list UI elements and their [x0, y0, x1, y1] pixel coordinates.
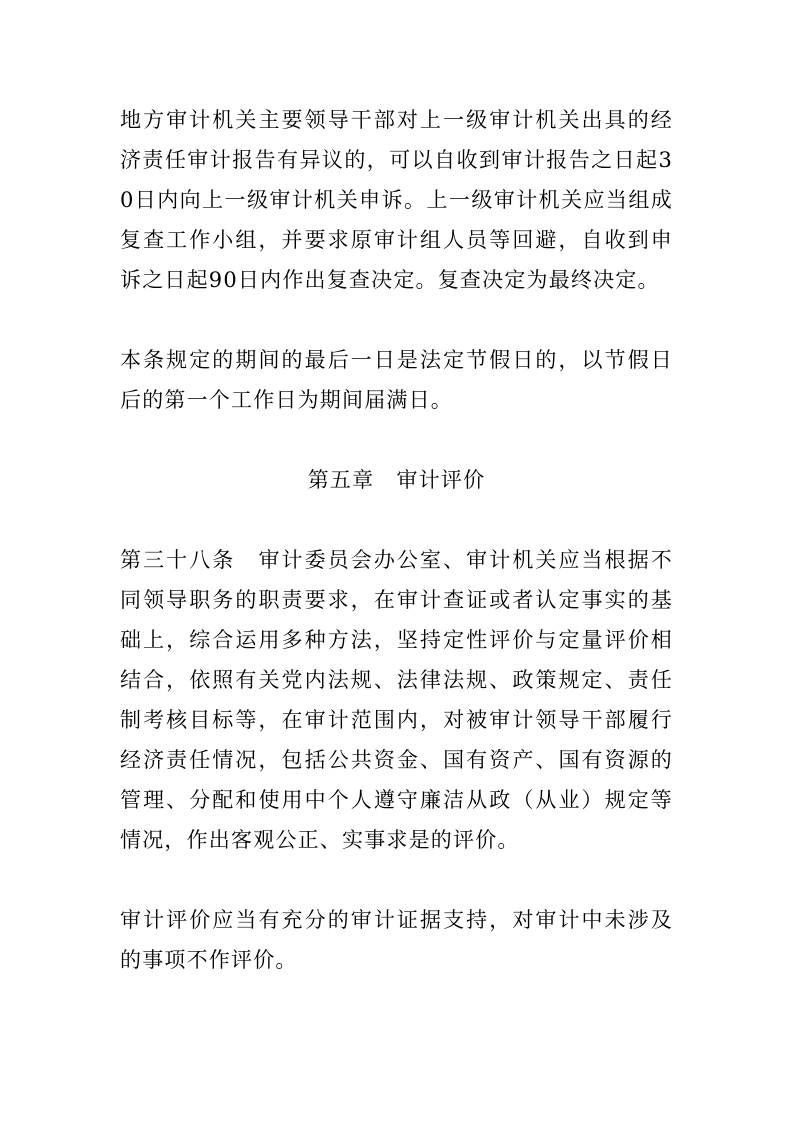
paragraph-holiday-rule: 本条规定的期间的最后一日是法定节假日的，以节假日后的第一个工作日为期间届满日。: [120, 348, 673, 412]
article-number: 第三十八条: [120, 548, 259, 572]
paragraph-spacer: [120, 500, 673, 540]
paragraph-spacer: [120, 420, 673, 460]
paragraph-evidence: 审计评价应当有充分的审计证据支持，对审计中未涉及的事项不作评价。: [120, 908, 673, 972]
paragraph-spacer: [120, 860, 673, 900]
chapter-heading: 第五章 审计评价: [307, 468, 486, 492]
article-text: 审计委员会办公室、审计机关应当根据不同领导职务的职责要求，在审计查证或者认定事实的基础上，综合运用多种方法，坚持定性评价与定量评价相结合，依照有关党内法规、法律法规、政策规定、责任制考核目标等，在审计范围内，对被审计领导干部履行经济责任情况，包括公共资金、国有资产、国有资源的管理、分配和使用中个人遵守廉洁从政（从业）规定等情况，作出客观公正、实事求是的评价。: [120, 548, 673, 852]
paragraph-spacer: [120, 300, 673, 340]
paragraph-appeal: 地方审计机关主要领导干部对上一级审计机关出具的经济责任审计报告有异议的，可以自收到审计报告之日起30日内向上一级审计机关申诉。上一级审计机关应当组成复查工作小组，并要求原审计组人员等回避，自收到申诉之日起90日内作出复查决定。复查决定为最终决定。: [120, 108, 673, 292]
article-38: [120, 540, 673, 860]
document-body: [120, 100, 673, 980]
